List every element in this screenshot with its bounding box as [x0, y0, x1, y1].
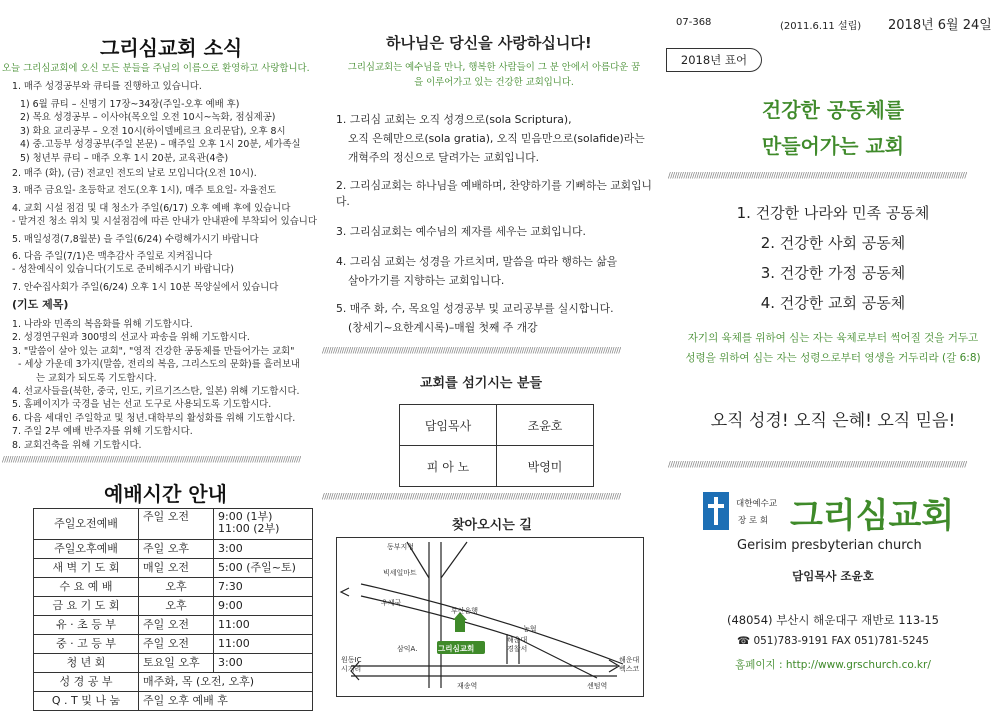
list-item: 오직 은혜만으로(sola gratia), 오직 믿음만으로(solafide)라는 [348, 132, 645, 145]
list-item: 2) 목요 성경공부 – 이사야(목오일 오전 10시~녹화, 점심제공) [20, 112, 276, 124]
table-row [34, 654, 313, 673]
worship-day: 주일 오전 [139, 635, 214, 654]
map-label-busanbank: 부산은행 [451, 607, 479, 615]
list-item: 3. 그리심교회는 예수님의 제자를 세우는 교회입니다. [336, 225, 586, 238]
map-label-bexco: 해운대 벡스코 [619, 656, 640, 673]
list-item: 3. 건강한 가정 공동체 [760, 264, 906, 282]
list-item: 5. 홈페이지가 국경을 넘는 선교 도구로 사용되도록 기도합시다. [12, 399, 272, 411]
worship-day: 토요일 오후 [139, 654, 214, 673]
list-item: (창세기~요한계시록)–매월 첫째 주 개강 [348, 321, 538, 334]
prayer-title: (기도 제목) [12, 298, 69, 311]
worship-name: 성 경 공 부 [34, 673, 139, 692]
list-item: 7. 주일 2부 예배 반주자를 위해 기도합시다. [12, 426, 193, 438]
map-title: 찾아오시는 길 [452, 518, 532, 533]
list-item: 6. 다음 주일(7/1)은 맥추감사 주일로 지켜집니다 [12, 251, 213, 263]
table-row [34, 692, 313, 711]
issue-date: 2018년 6월 24일 [888, 18, 992, 33]
list-item: 2. 매주 (화), (금) 전교인 전도의 날로 모입니다(오전 10시). [12, 168, 257, 179]
staff-title: 교회를 섬기시는 분들 [420, 376, 543, 391]
list-item: 1. 건강한 나라와 민족 공동체 [736, 204, 930, 222]
staff-name: 박영미 [497, 446, 594, 487]
worship-time: 9:00 [214, 597, 313, 616]
worship-day: 오후 [139, 578, 214, 597]
list-item: 4) 중.고등부 성경공부(주일 본문) – 매주일 오후 1시 20분, 세가족실 [20, 139, 301, 151]
map-label-jaesong: 재송역 [457, 682, 478, 690]
staff-role: 담임목사 [400, 405, 497, 446]
table-row [34, 673, 313, 692]
map-label-bigsea: 빅세일마트 [383, 569, 417, 577]
worship-day: 매주화, 목 (오전, 오후) [139, 673, 313, 692]
staff-name: 조윤호 [497, 405, 594, 446]
address: (48054) 부산시 해운대구 재반로 113-15 [726, 613, 939, 627]
news-sublist [20, 98, 325, 165]
worship-day: 오후 [139, 597, 214, 616]
table-row [34, 616, 313, 635]
worship-name: 청 년 회 [34, 654, 139, 673]
separator: //////////////////////////////////////////////////////////////////////////////////////////////////////////////////////////////////////// [668, 171, 967, 180]
cross-icon [703, 492, 729, 530]
worship-name: 중 · 고 등 부 [34, 635, 139, 654]
separator: //////////////////////////////////////////////////////////////////////////////////////////////////////////////////////////////////////// [322, 346, 621, 355]
staff-table [399, 404, 594, 487]
time-1: 9:00 (1부) [218, 510, 273, 523]
worship-time: 11:00 [214, 616, 313, 635]
homepage-link[interactable]: 홈페이지 : http://www.grschurch.co.kr/ [735, 659, 931, 671]
list-item: 1. 나라와 민족의 복음화를 위해 기도합시다. [12, 319, 193, 330]
table-row [400, 405, 594, 446]
table-row [34, 597, 313, 616]
pastor-name: 담임목사 조윤호 [792, 569, 874, 583]
map-label-police: 해운대 경찰서 [507, 636, 528, 653]
worship-day: 주일 오전 [139, 616, 214, 635]
worship-time: 7:30 [214, 578, 313, 597]
worship-name: 금 요 기 도 회 [34, 597, 139, 616]
founded-date: (2011.6.11 설립) [780, 21, 862, 32]
table-row [34, 509, 313, 540]
list-item: 7. 안수집사회가 주일(6/24) 오후 1시 10분 목양실에서 있습니다 [12, 281, 279, 293]
list-item: 개혁주의 정신으로 달려가는 교회입니다. [348, 151, 540, 164]
worship-name: 새 벽 기 도 회 [34, 559, 139, 578]
worship-time: 5:00 (주일~토) [214, 559, 313, 578]
map-label-dongbu: 동부지청 [387, 543, 415, 551]
list-item: 1. 그리심 교회는 오직 성경으로(sola Scriptura), [336, 113, 572, 126]
map-label-wondong: 원동IC 시거리 [341, 656, 362, 673]
worship-table [33, 508, 313, 711]
list-item: 는 교회가 되도록 기도합시다. [36, 372, 157, 384]
list-item: 4. 선교사들을(북한, 중국, 인도, 키르기즈스탄, 일본) 위해 기도합시다. [12, 386, 300, 398]
list-item: 살아가기를 지향하는 교회입니다. [348, 274, 505, 287]
worship-name: Q . T 및 나 눔 [34, 692, 139, 711]
motto-line-2: 만들어가는 교회 [761, 134, 905, 158]
list-item: 3. 매주 금요일- 초등학교 전도(오후 1시), 매주 토요일- 자율전도 [12, 185, 277, 197]
love-title: 하나님은 당신을 사랑하십니다! [386, 34, 592, 52]
verse-line-2: 성령을 위하여 심는 자는 성령으로부터 영생을 거두리라 (갈 6:8) [685, 352, 981, 364]
list-item: 2. 그리심교회는 하나님을 예배하며, 찬양하기를 기뻐하는 교회입니다. [336, 179, 652, 208]
motto-year-badge: 2018년 표어 [666, 48, 762, 72]
worship-name: 수 요 예 배 [34, 578, 139, 597]
table-row [34, 559, 313, 578]
list-item: 5) 청년부 큐티 – 매주 오후 1시 20분, 교육관(4층) [20, 152, 229, 164]
table-row [34, 578, 313, 597]
worship-time: 3:00 [214, 540, 313, 559]
worship-time: 3:00 [214, 654, 313, 673]
list-item: - 세상 가운데 3가지(말씀, 전리의 복음, 그리스도의 문화)를 흘러보내 [18, 359, 300, 371]
list-item: 8. 교회건축을 위해 기도합시다. [12, 439, 142, 451]
goals-list [666, 198, 1000, 318]
denomination-2: 장 로 회 [738, 516, 769, 526]
table-row [34, 635, 313, 654]
denomination-1: 대한예수교 [736, 499, 778, 509]
list-item: - 맡겨진 청소 위치 및 시설점검에 따른 안내가 안내판에 부착되어 있습니다 [12, 216, 317, 228]
church-logo [703, 492, 729, 530]
sola-slogan: 오직 성경! 오직 은혜! 오직 믿음! [710, 411, 956, 431]
list-item: - 성찬예식이 있습니다(기도로 준비해주시기 바랍니다) [12, 264, 234, 276]
verse-line-1: 자기의 육체를 위하여 심는 자는 육체로부터 썩어질 것을 거두고 [687, 332, 979, 344]
worship-day: 주일 오후 [139, 540, 214, 559]
list-item: 4. 건강한 교회 공동체 [760, 294, 906, 312]
separator: //////////////////////////////////////////////////////////////////////////////////////////////////////////////////////////////////////// [2, 455, 301, 464]
welcome-text: 오늘 그리심교회에 오신 모든 분들을 주님의 이름으로 환영하고 사랑합니다. [2, 63, 310, 74]
love-intro: 그리심교회는 예수님을 만나, 행복한 사람들이 그 분 안에서 아름다운 꿈을 이루어가고 있는 건강한 교회입니다. [347, 62, 641, 88]
doc-code: 07-368 [676, 17, 712, 28]
list-item: 1. 매주 성경공부와 큐티를 진행하고 있습니다. [12, 81, 202, 92]
list-item: 4. 교회 시설 점검 및 대 청소가 주일(6/17) 오후 예배 후에 있습니다 [12, 202, 291, 214]
news-title: 그리심교회 소식 [100, 36, 243, 60]
list-item: 5. 매주 화, 수, 목요일 성경공부 및 교리공부를 실시합니다. [336, 302, 614, 315]
prayer-list [12, 318, 330, 452]
news-list-2 [12, 167, 327, 294]
worship-title: 예배시간 안내 [104, 482, 227, 506]
map [336, 537, 644, 697]
time-2: 11:00 (2부) [218, 522, 280, 535]
map-graphic [337, 538, 643, 696]
table-row [400, 446, 594, 487]
motto-line-1: 건강한 공동체를 [761, 98, 905, 122]
worship-time: 11:00 [214, 635, 313, 654]
worship-day: 주일 오후 예배 후 [139, 692, 313, 711]
list-item: 5. 매일성경(7,8월분) 을 주일(6/24) 수령해가시기 바랍니다 [12, 233, 259, 245]
worship-name: 주일오후예배 [34, 540, 139, 559]
map-label-nonghyup: 농협 [523, 625, 537, 633]
worship-name: 주일오전예배 [34, 509, 139, 540]
news-list [12, 80, 322, 93]
map-label-church: 그리심교회 [438, 644, 475, 653]
separator: //////////////////////////////////////////////////////////////////////////////////////////////////////////////////////////////////////// [322, 492, 621, 501]
list-item: 3) 화요 교리공부 – 오전 10시(하이델베르크 요리문답), 오후 8시 [20, 125, 286, 137]
map-label-samik: 삼익A. [397, 645, 418, 653]
worship-time [214, 509, 313, 540]
worship-name: 유 · 초 등 부 [34, 616, 139, 635]
separator: //////////////////////////////////////////////////////////////////////////////////////////////////////////////////////////////////////// [668, 460, 967, 469]
phone: ☎ 051)783-9191 FAX 051)781-5245 [737, 635, 929, 647]
list-item: 2. 건강한 사회 공동체 [760, 234, 906, 252]
list-item: 2. 성경연구원과 300명의 선교사 파송을 위해 기도합시다. [12, 332, 250, 344]
church-name: 그리심교회 [790, 496, 955, 536]
purpose-list [336, 112, 656, 336]
table-row [34, 540, 313, 559]
staff-role: 피 아 노 [400, 446, 497, 487]
list-item: 1) 6월 큐티 – 신명기 17장~34장(주일-오후 예배 후) [20, 99, 240, 110]
list-item: 3. "말씀이 살아 있는 교회", "영적 건강한 공동체를 만들어가는 교회" [12, 345, 295, 357]
list-item: 6. 다음 세대인 주일학교 및 청년.대학부의 활성화를 위해 기도합시다. [12, 412, 296, 424]
worship-day: 매일 오전 [139, 559, 214, 578]
list-item: 4. 그리심 교회는 성경을 가르치며, 말씀을 따라 행하는 삶을 [336, 255, 618, 268]
church-english-name: Gerisim presbyterian church [737, 538, 922, 553]
map-label-woojeguk: 우체국 [381, 599, 402, 607]
map-label-centum: 센텀역 [587, 682, 608, 690]
worship-day: 주일 오전 [139, 509, 214, 540]
